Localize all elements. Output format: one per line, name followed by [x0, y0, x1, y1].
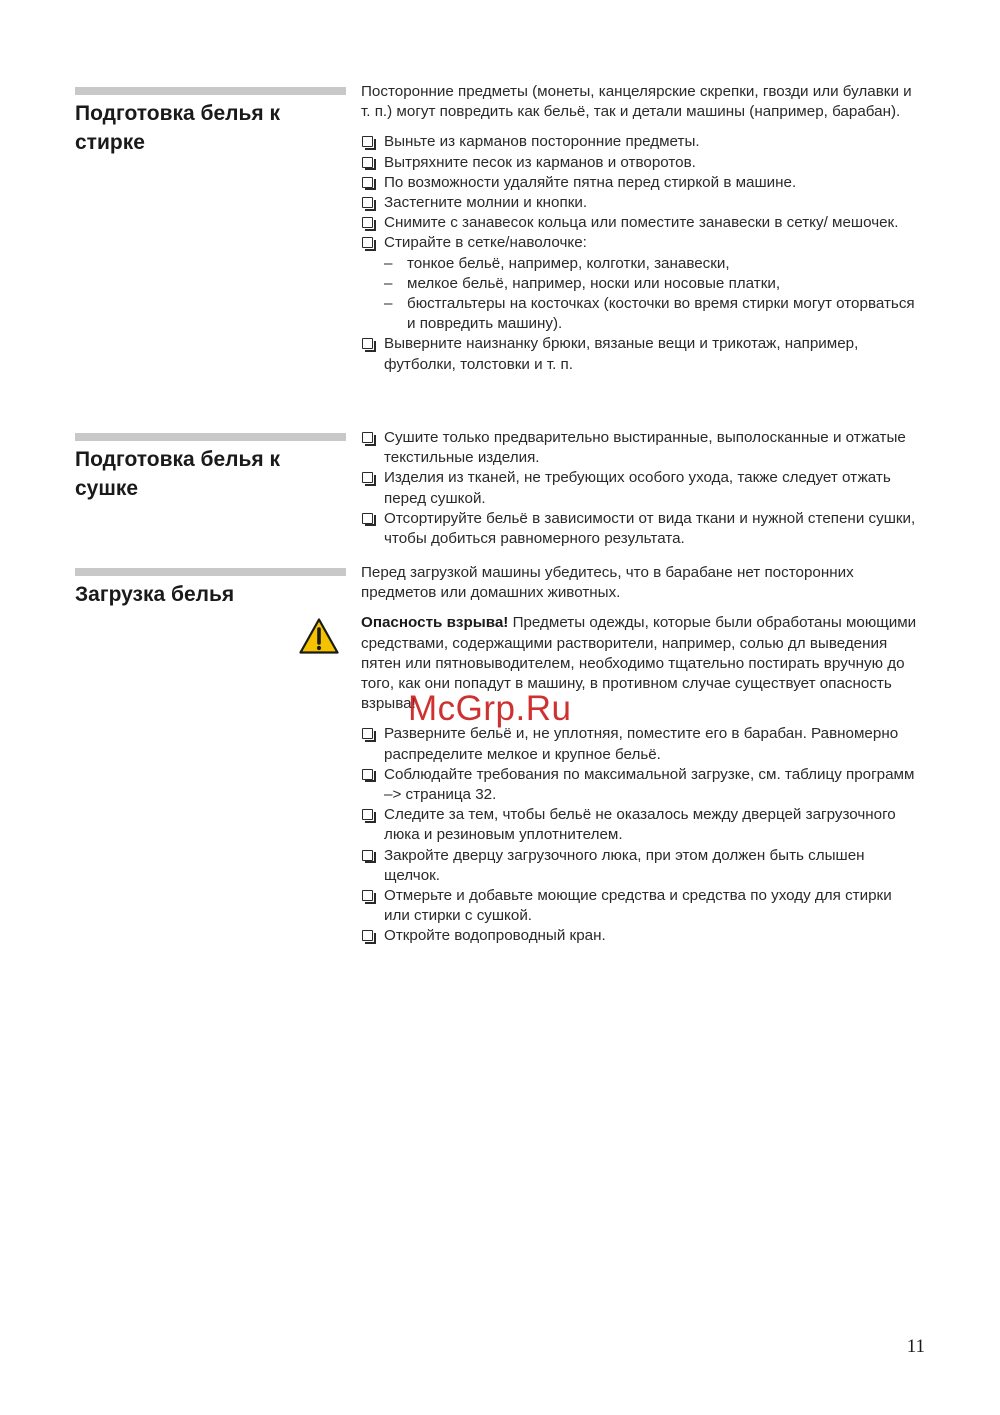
section-divider-bar: [75, 87, 346, 95]
watermark: McGrp.Ru: [408, 689, 572, 728]
checkbox-bullet-icon: [362, 472, 373, 483]
checkbox-bullet-icon: [362, 217, 373, 228]
list-item: Соблюдайте требования по максимальной загрузке, см. таблицу программ –> страница 32.: [361, 765, 921, 805]
warning-label: Опасность взрыва!: [361, 614, 509, 632]
list-item: Выверните наизнанку брюки, вязаные вещи и трикотаж, например, футболки, толстовки и т. п.: [361, 334, 921, 374]
dash-bullet: –: [384, 295, 393, 313]
section-title: Загрузка белья: [75, 583, 235, 606]
list-item: Отмерьте и добавьте моющие средства и средства по уходу для стирки или стирки с сушкой.: [361, 886, 921, 926]
checkbox-bullet-icon: [362, 809, 373, 820]
list-item: По возможности удаляйте пятна перед стиркой в машине.: [361, 173, 921, 193]
dash-bullet: –: [384, 274, 393, 292]
intro-paragraph: Посторонние предметы (монеты, канцелярские скрепки, гвозди или булавки и т. п.) могут повредить как бельё, так и детали машины (например, барабан).: [361, 83, 912, 121]
list-item: Выньте из карманов посторонние предметы.: [361, 132, 921, 152]
checkbox-bullet-icon: [362, 177, 373, 188]
sub-list: [384, 254, 921, 335]
section-title: Подготовка белья к сушке: [75, 448, 281, 500]
list-item: Откройте водопроводный кран.: [361, 926, 921, 946]
section-body: [361, 563, 921, 947]
list-item: Разверните бельё и, не уплотняя, поместите его в барабан. Равномерно распределите мелкое и крупное бельё.: [361, 724, 921, 764]
section-body: [361, 428, 921, 549]
checkbox-bullet-icon: [362, 890, 373, 901]
list-item: Застегните молнии и кнопки.: [361, 193, 921, 213]
page-number: 11: [906, 1336, 925, 1357]
checkbox-bullet-icon: [362, 197, 373, 208]
checkbox-bullet-icon: [362, 136, 373, 147]
checkbox-bullet-icon: [362, 769, 373, 780]
dash-bullet: –: [384, 254, 393, 272]
checkbox-bullet-icon: [362, 157, 373, 168]
list-item: Следите за тем, чтобы бельё не оказалось между дверцей загрузочного люка и резиновым уплотнителем.: [361, 805, 921, 845]
list-item: Закройте дверцу загрузочного люка, при этом должен быть слышен щелчок.: [361, 846, 921, 886]
section-divider-bar: [75, 568, 346, 576]
checkbox-bullet-icon: [362, 432, 373, 443]
sub-list-item: – тонкое бельё, например, колготки, занавески,: [384, 254, 921, 274]
checklist: [361, 724, 921, 946]
checklist: [361, 132, 921, 374]
list-item: Вытряхните песок из карманов и отворотов.: [361, 153, 921, 173]
warning-triangle-icon: [298, 617, 340, 655]
checkbox-bullet-icon: [362, 237, 373, 248]
intro-paragraph: Перед загрузкой машины убедитесь, что в барабане нет посторонних предметов или домашних животных.: [361, 564, 854, 602]
list-item: Снимите с занавесок кольца или поместите занавески в сетку/ мешочек.: [361, 213, 921, 233]
list-item: Отсортируйте бельё в зависимости от вида ткани и нужной степени сушки, чтобы добиться равномерного результата.: [361, 509, 921, 549]
sub-list-item: – бюстгальтеры на косточках (косточки во время стирки могут оторваться и повредить машину).: [384, 295, 915, 333]
checkbox-bullet-icon: [362, 338, 373, 349]
list-item: Сушите только предварительно выстиранные, выполосканные и отжатые текстильные изделия.: [361, 428, 921, 468]
sub-list-item: – мелкое бельё, например, носки или носовые платки,: [384, 274, 921, 294]
section-body: [361, 82, 921, 375]
checkbox-bullet-icon: [362, 850, 373, 861]
checkbox-bullet-icon: [362, 930, 373, 941]
section-divider-bar: [75, 433, 346, 441]
checklist: [361, 428, 921, 549]
checkbox-bullet-icon: [362, 513, 373, 524]
list-item: Изделия из тканей, не требующих особого ухода, также следует отжать перед сушкой.: [361, 468, 921, 508]
checkbox-bullet-icon: [362, 728, 373, 739]
warning-text: Предметы одежды, которые были обработаны моющими средствами, содержащими растворители, например, солью дл выведения пятен или пятновыводителем, необходимо тщательно постирать вручную до того, как они попадут в машину, в противном случае существует опасность взрыва!: [361, 614, 917, 713]
list-item: Стирайте в сетке/наволочке: – тонкое бельё, например, колготки, занавески, – мелкое бельё, например, носки или носовые платки, – бюстгальтеры на косточках (косточки во время стирки могут оторваться и повредить машину).: [361, 233, 921, 334]
section-title: Подготовка белья к стирке: [75, 102, 281, 154]
